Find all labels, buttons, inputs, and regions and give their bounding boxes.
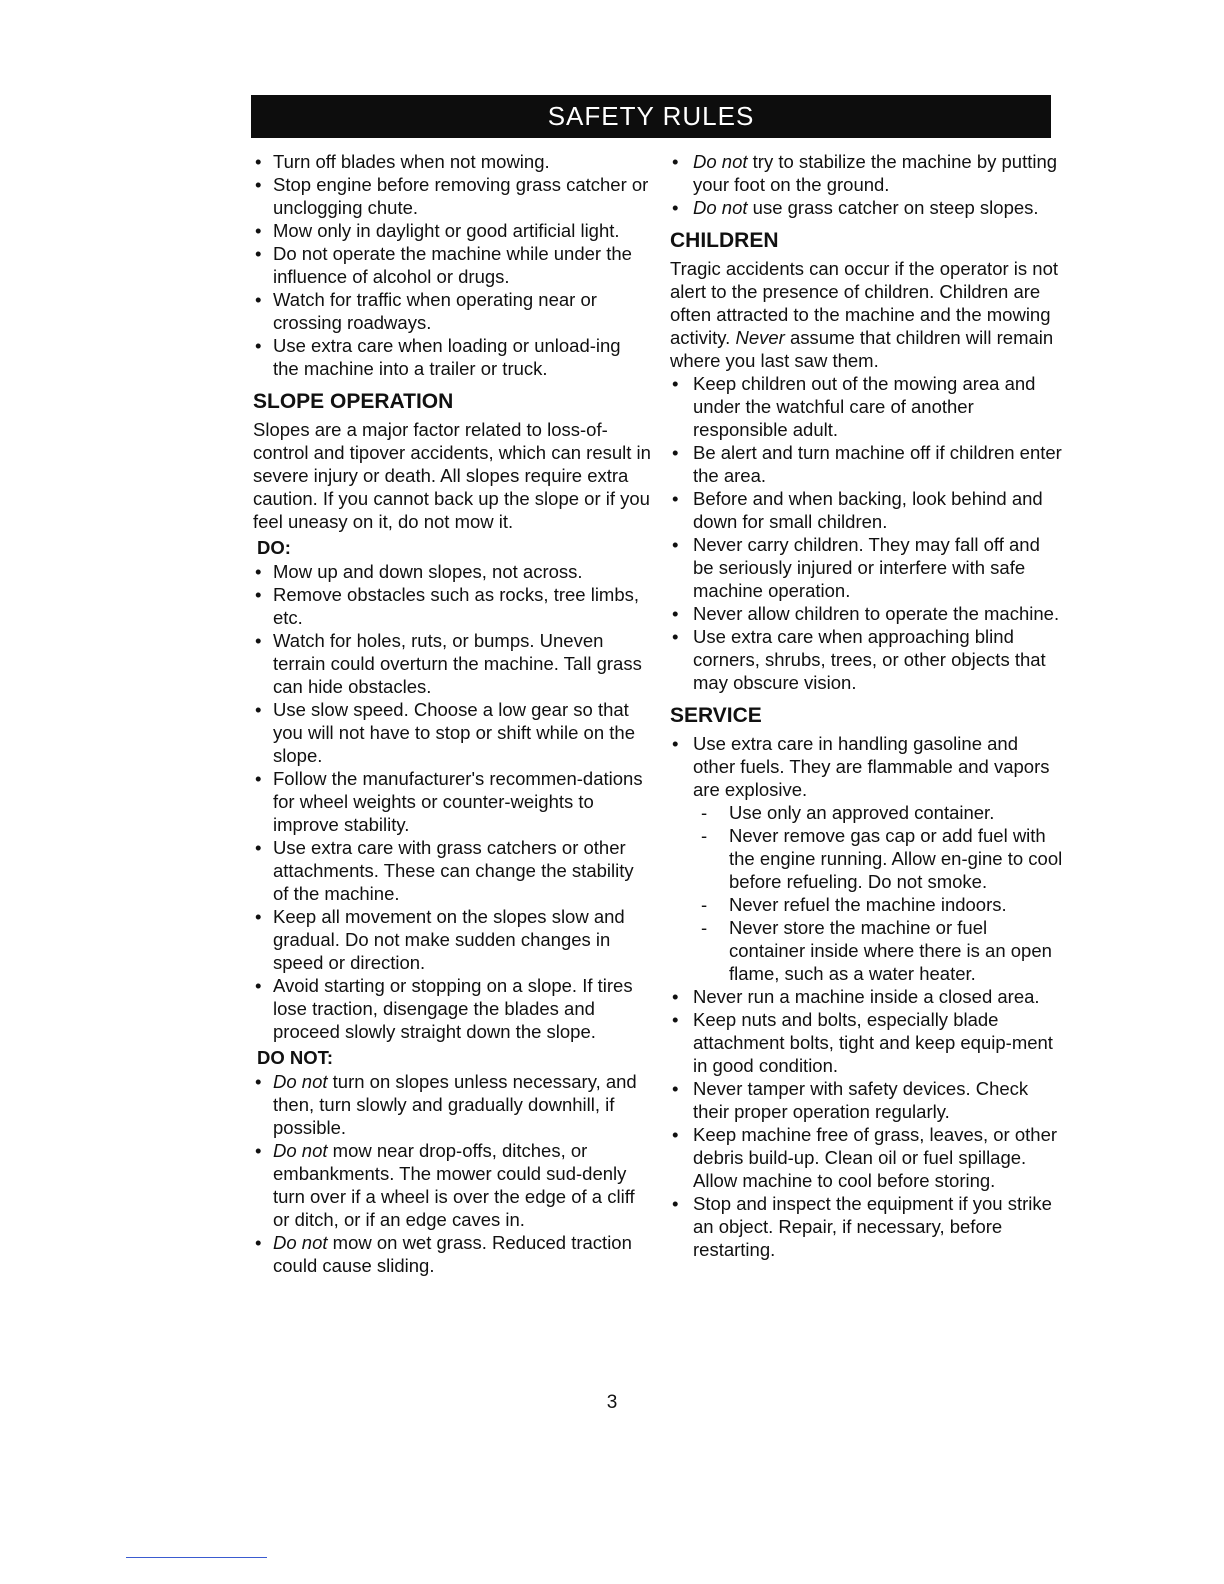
emphasis: Do not bbox=[273, 1232, 328, 1253]
footer-divider bbox=[126, 1557, 267, 1558]
children-list bbox=[670, 372, 1065, 694]
dash-item: - Use only an approved container. bbox=[693, 801, 1065, 824]
do-not-label: DO NOT: bbox=[257, 1047, 334, 1068]
slope-continued-list bbox=[670, 150, 1065, 219]
slope-operation-intro: Slopes are a major factor related to loss-of-control and tipover accidents, which can result in severe injury or death. All slopes require extra caution. If you cannot back up the slope or if you feel uneasy on it, do not mow it. bbox=[253, 419, 651, 532]
list-item bbox=[670, 196, 1065, 219]
list-item: • Follow the manufacturer's recommen-dations for wheel weights or counter-weights to improve stability. bbox=[253, 767, 651, 836]
list-item: • Never tamper with safety devices. Check their proper operation regularly. bbox=[670, 1077, 1065, 1123]
list-item: • Keep machine free of grass, leaves, or other debris build-up. Clean oil or fuel spillage. Allow machine to cool before storing. bbox=[670, 1123, 1065, 1192]
list-item bbox=[253, 1139, 651, 1231]
list-item: • Never carry children. They may fall off and be seriously injured or interfere with safe machine operation. bbox=[670, 533, 1065, 602]
list-item: • Turn off blades when not mowing. bbox=[253, 150, 651, 173]
list-item: • Remove obstacles such as rocks, tree limbs, etc. bbox=[253, 583, 651, 629]
page-number: 3 bbox=[606, 1392, 618, 1413]
list-item: • Be alert and turn machine off if children enter the area. bbox=[670, 441, 1065, 487]
item-text: Use extra care in handling gasoline and other fuels. They are flammable and vapors are explosive. bbox=[693, 733, 1050, 800]
emphasis: Do not bbox=[693, 151, 748, 172]
list-item: • Use extra care when loading or unload-ing the machine into a trailer or truck. bbox=[253, 334, 651, 380]
section-title-banner: SAFETY RULES bbox=[251, 95, 1051, 138]
list-item: • Watch for holes, ruts, or bumps. Uneven terrain could overturn the machine. Tall grass can hide obstacles. bbox=[253, 629, 651, 698]
list-item: • Keep nuts and bolts, especially blade attachment bolts, tight and keep equip-ment in good condition. bbox=[670, 1008, 1065, 1077]
left-column bbox=[253, 150, 651, 1277]
fuel-dash-list bbox=[693, 801, 1065, 985]
emphasis: Do not bbox=[273, 1071, 328, 1092]
list-item: • Watch for traffic when operating near or crossing roadways. bbox=[253, 288, 651, 334]
list-item bbox=[670, 732, 1065, 985]
list-item: • Mow only in daylight or good artificial light. bbox=[253, 219, 651, 242]
list-item: • Do not operate the machine while under the influence of alcohol or drugs. bbox=[253, 242, 651, 288]
list-item: • Keep children out of the mowing area and under the watchful care of another responsible adult. bbox=[670, 372, 1065, 441]
item-text: try to stabilize the machine by putting your foot on the ground. bbox=[693, 151, 1058, 195]
service-heading: SERVICE bbox=[670, 704, 762, 727]
dash-item: - Never remove gas cap or add fuel with the engine running. Allow en-gine to cool before refueling. Do not smoke. bbox=[693, 824, 1065, 893]
children-intro-text: Tragic accidents can occur if the operator is not alert to the presence of children. Children are often attracted to the machine and the mowing activity. bbox=[670, 258, 1059, 348]
do-label: DO: bbox=[257, 537, 291, 558]
emphasis: Never bbox=[735, 327, 785, 348]
slope-operation-heading: SLOPE OPERATION bbox=[253, 390, 454, 413]
list-item: • Use extra care when approaching blind corners, shrubs, trees, or other objects that may obscure vision. bbox=[670, 625, 1065, 694]
list-item: • Keep all movement on the slopes slow and gradual. Do not make sudden changes in speed or direction. bbox=[253, 905, 651, 974]
list-item: • Avoid starting or stopping on a slope. If tires lose traction, disengage the blades and proceed slowly straight down the slope. bbox=[253, 974, 651, 1043]
children-heading: CHILDREN bbox=[670, 229, 779, 252]
right-column bbox=[670, 150, 1065, 1261]
service-list bbox=[670, 732, 1065, 1261]
list-item bbox=[253, 1070, 651, 1139]
list-item: • Before and when backing, look behind and down for small children. bbox=[670, 487, 1065, 533]
children-intro bbox=[670, 257, 1065, 372]
item-text: use grass catcher on steep slopes. bbox=[747, 197, 1039, 218]
children-intro-tail: assume that children will remain where you last saw them. bbox=[670, 327, 1054, 371]
item-text: turn on slopes unless necessary, and then, turn slowly and gradually downhill, if possible. bbox=[273, 1071, 637, 1138]
general-rules-list bbox=[253, 150, 651, 380]
list-item: • Stop and inspect the equipment if you strike an object. Repair, if necessary, before restarting. bbox=[670, 1192, 1065, 1261]
list-item bbox=[670, 150, 1065, 196]
do-list bbox=[253, 560, 651, 1043]
dash-item: - Never store the machine or fuel container inside where there is an open flame, such as a water heater. bbox=[693, 916, 1065, 985]
item-text: mow near drop-offs, ditches, or embankments. The mower could sud-denly turn over if a wheel is over the edge of a cliff or ditch, or if an edge caves in. bbox=[273, 1140, 635, 1230]
emphasis: Do not bbox=[273, 1140, 328, 1161]
dash-item: - Never refuel the machine indoors. bbox=[693, 893, 1065, 916]
list-item: • Never run a machine inside a closed area. bbox=[670, 985, 1065, 1008]
item-text: mow on wet grass. Reduced traction could cause sliding. bbox=[273, 1232, 632, 1276]
emphasis: Do not bbox=[693, 197, 748, 218]
list-item: • Stop engine before removing grass catcher or unclogging chute. bbox=[253, 173, 651, 219]
list-item: • Use slow speed. Choose a low gear so that you will not have to stop or shift while on the slope. bbox=[253, 698, 651, 767]
do-not-list bbox=[253, 1070, 651, 1277]
list-item: • Never allow children to operate the machine. bbox=[670, 602, 1065, 625]
list-item: • Use extra care with grass catchers or other attachments. These can change the stability of the machine. bbox=[253, 836, 651, 905]
list-item bbox=[253, 1231, 651, 1277]
list-item: • Mow up and down slopes, not across. bbox=[253, 560, 651, 583]
